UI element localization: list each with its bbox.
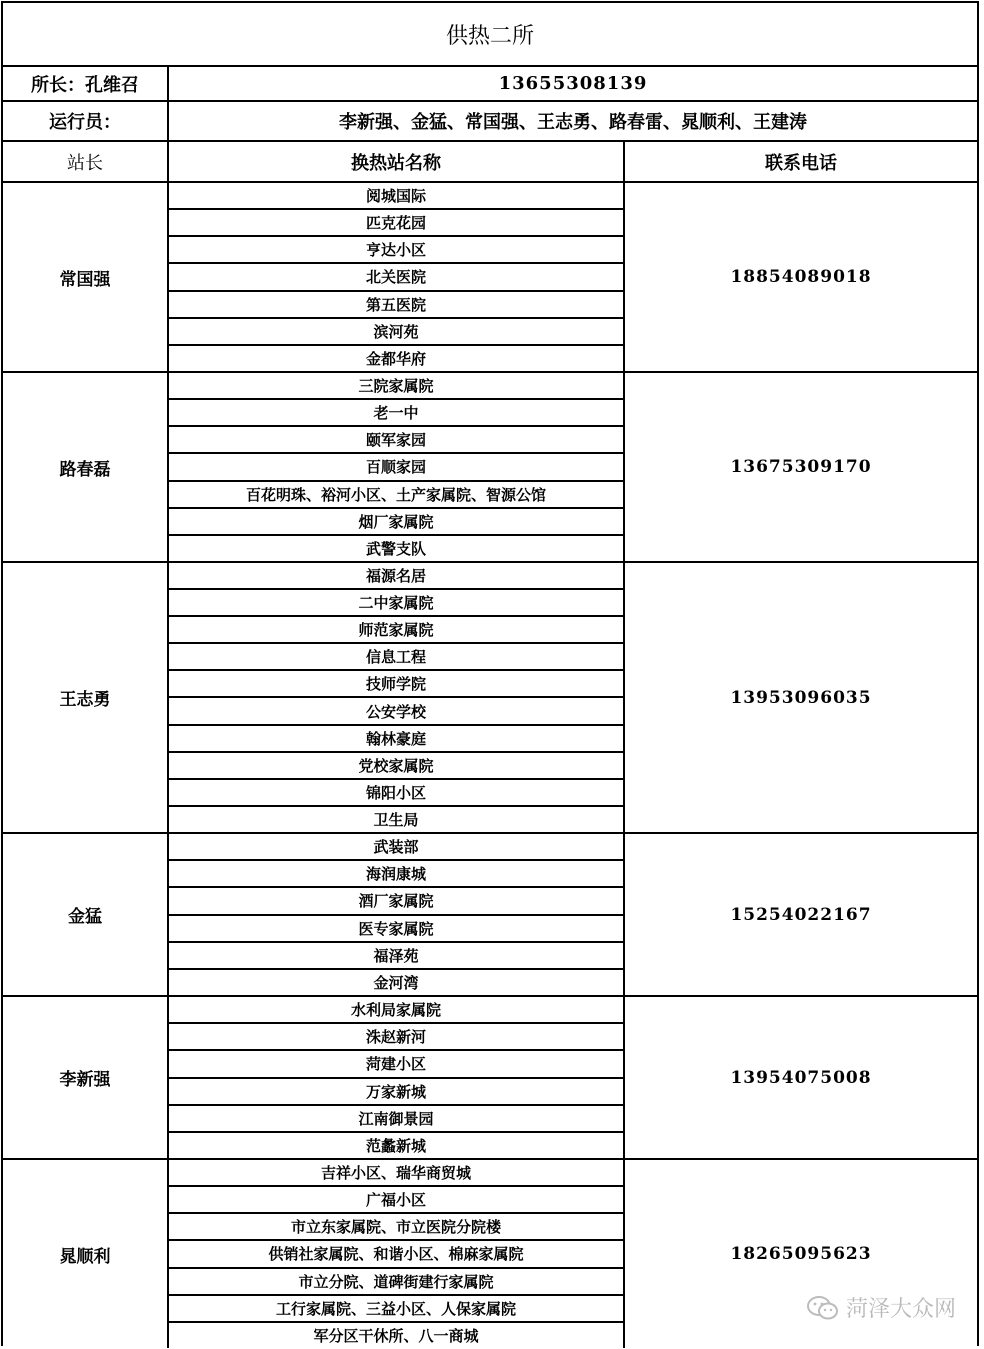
station-name-cell: 范蠡新城 — [365, 1136, 426, 1155]
station-name-cell: 金河湾 — [373, 973, 419, 992]
station-name-cell: 江南御景园 — [169, 1106, 623, 1133]
heating-table — [1, 1, 979, 1346]
contact-phone: 13954075008 — [730, 1067, 872, 1088]
station-list — [169, 373, 625, 561]
station-name-cell: 吉祥小区、瑞华商贸城 — [169, 1160, 623, 1187]
station-name-cell: 武警支队 — [365, 539, 426, 558]
station-list — [169, 1160, 625, 1348]
station-name-cell: 军分区干休所、八一商城 — [313, 1326, 479, 1345]
station-group — [3, 997, 977, 1160]
station-group — [3, 834, 977, 997]
operators-label: 运行员： — [3, 102, 169, 140]
station-name-cell: 酒厂家属院 — [169, 888, 623, 915]
station-group — [3, 563, 977, 834]
station-name-cell: 武装部 — [169, 834, 623, 861]
station-name-cell: 师范家属院 — [169, 617, 623, 644]
station-name-cell: 供销社家属院、和谐小区、棉麻家属院 — [169, 1241, 623, 1268]
station-name-cell: 海润康城 — [169, 861, 623, 888]
station-name-cell: 百花明珠、裕河小区、土产家属院、智源公馆 — [169, 482, 623, 509]
station-name-cell: 亨达小区 — [169, 237, 623, 264]
wechat-icon — [806, 1295, 840, 1321]
operators-names: 李新强、金猛、常国强、王志勇、路春雷、晁顺利、王建涛 — [339, 112, 807, 133]
station-list — [169, 834, 625, 995]
contact-phone: 18265095623 — [730, 1244, 872, 1264]
watermark-text: 菏泽大众网 — [845, 1297, 956, 1322]
station-master-name: 李新强 — [3, 997, 169, 1158]
station-name-cell: 百顺家园 — [169, 454, 623, 481]
station-name-cell: 老一中 — [169, 400, 623, 427]
station-name-cell: 水利局家属院 — [169, 997, 623, 1024]
contact-phone: 13675309170 — [730, 457, 872, 477]
header-row — [3, 142, 977, 183]
station-list — [169, 563, 625, 832]
station-name-cell: 公安学校 — [169, 698, 623, 725]
station-name-cell: 北关医院 — [169, 264, 623, 291]
station-name-cell: 市立分院、道碑街建行家属院 — [169, 1269, 623, 1296]
station-name-cell: 工行家属院、三益小区、人保家属院 — [169, 1296, 623, 1323]
station-name-cell: 阅城国际 — [169, 183, 623, 210]
station-name-cell: 颐军家园 — [169, 427, 623, 454]
contact-phone: 18854089018 — [730, 267, 872, 287]
station-name-cell: 万家新城 — [169, 1079, 623, 1106]
station-master-name: 晁顺利 — [3, 1160, 169, 1348]
station-name-cell: 党校家属院 — [169, 753, 623, 780]
contact-phone: 13953096035 — [730, 687, 872, 708]
station-name-cell: 卫生局 — [373, 810, 419, 829]
station-name-cell: 烟厂家属院 — [169, 509, 623, 536]
station-name-cell: 菏建小区 — [169, 1051, 623, 1078]
table-title: 供热二所 — [3, 3, 977, 67]
station-name-cell: 市立东家属院、市立医院分院楼 — [169, 1214, 623, 1241]
station-master-name: 常国强 — [3, 183, 169, 371]
operators-row — [3, 102, 977, 142]
station-name-cell: 匹克花园 — [169, 210, 623, 237]
station-name-cell: 三院家属院 — [169, 373, 623, 400]
station-master-name: 路春磊 — [3, 373, 169, 561]
station-name-cell: 洙赵新河 — [169, 1024, 623, 1051]
station-name-cell: 滨河苑 — [169, 319, 623, 346]
station-name-cell: 锦阳小区 — [169, 780, 623, 807]
contact-phone: 15254022167 — [730, 904, 872, 925]
station-master-name: 金猛 — [3, 834, 169, 995]
station-name-cell: 翰林豪庭 — [169, 726, 623, 753]
manager-row — [3, 67, 977, 102]
station-name-cell: 技师学院 — [169, 671, 623, 698]
station-list — [169, 183, 625, 371]
header-station-master: 站长 — [3, 142, 169, 181]
station-name-cell: 第五医院 — [169, 292, 623, 319]
station-list — [169, 997, 625, 1158]
station-name-cell: 金都华府 — [365, 349, 426, 368]
station-group — [3, 373, 977, 563]
watermark — [806, 1292, 956, 1323]
station-name-cell: 广福小区 — [169, 1187, 623, 1214]
station-name-cell: 医专家属院 — [169, 916, 623, 943]
header-station-name: 换热站名称 — [169, 142, 625, 181]
station-name-cell: 二中家属院 — [169, 590, 623, 617]
station-name-cell: 信息工程 — [169, 644, 623, 671]
station-name-cell: 福源名居 — [169, 563, 623, 590]
manager-phone: 13655308139 — [498, 73, 648, 94]
station-name-cell: 福泽苑 — [169, 943, 623, 970]
station-master-name: 王志勇 — [3, 563, 169, 832]
manager-label: 所长：孔维召 — [3, 67, 169, 100]
header-phone: 联系电话 — [765, 152, 837, 174]
station-group — [3, 183, 977, 373]
